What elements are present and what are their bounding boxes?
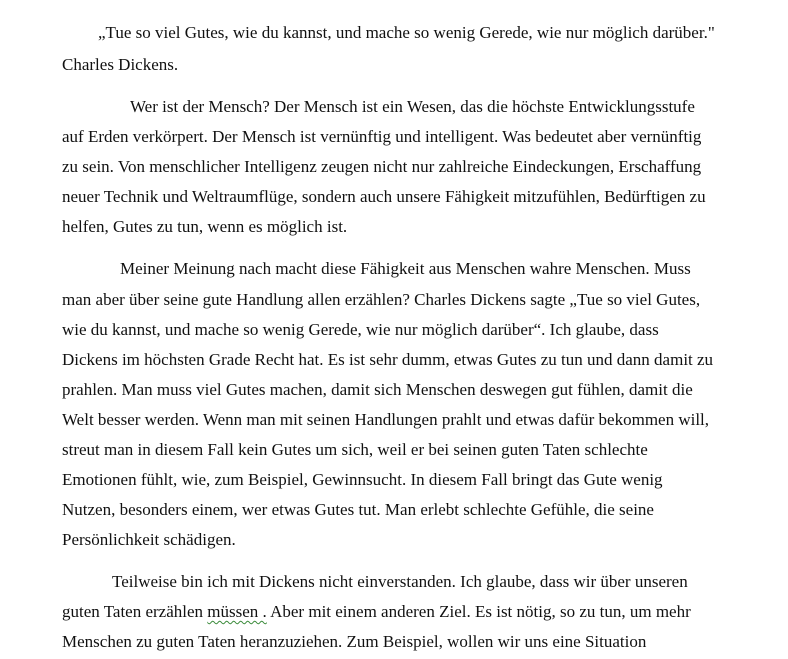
paragraph-2-line: streut man in diesem Fall kein Gutes um sich, weil er bei seinen guten Taten schlechte [62,440,648,459]
paragraph-1-line: helfen, Gutes zu tun, wenn es möglich ist. [62,217,348,236]
paragraph-3-text: guten Taten erzählen [62,602,208,621]
paragraph-1-line: neuer Technik und Weltraumflüge, sondern auch unsere Fähigkeit mitzufühlen, Bedürftigen zu [62,187,706,206]
paragraph-2-line: Emotionen fühlt, wie, zum Beispiel, Gewinnsucht. In diesem Fall bringt das Gute wenig [62,470,663,489]
paragraph-1-line: Wer ist der Mensch? Der Mensch ist ein Wesen, das die höchste Entwicklungsstufe [130,97,695,116]
epigraph-quote: „Tue so viel Gutes, wie du kannst, und mache so wenig Gerede, wie nur möglich darüber." [98,23,715,42]
paragraph-3-line [62,602,691,622]
paragraph-2-line: Welt besser werden. Wenn man mit seinen Handlungen prahlt und etwas dafür bekommen will, [62,410,710,429]
paragraph-2-line: Persönlichkeit schädigen. [62,530,236,549]
paragraph-3-line: Teilweise bin ich mit Dickens nicht einverstanden. Ich glaube, dass wir über unseren [112,572,688,591]
paragraph-1-line: zu sein. Von menschlicher Intelligenz zeugen nicht nur zahlreiche Eindeckungen, Erschaffung [62,157,702,176]
paragraph-2-line: prahlen. Man muss viel Gutes machen, damit sich Menschen deswegen gut fühlen, damit die [62,380,693,399]
paragraph-2-line: wie du kannst, und mache so wenig Gerede, wie nur möglich darüber“. Ich glaube, dass [62,320,659,339]
paragraph-3-line: Menschen zu guten Taten heranzuziehen. Zum Beispiel, wollen wir uns eine Situation [62,632,647,651]
paragraph-1-line: auf Erden verkörpert. Der Mensch ist vernünftig und intelligent. Was bedeutet aber vernünftig [62,127,702,146]
paragraph-2-line: Dickens im höchsten Grade Recht hat. Es ist sehr dumm, etwas Gutes zu tun und dann damit zu [62,350,714,369]
epigraph-author: Charles Dickens. [62,55,179,74]
paragraph-2-line: Meiner Meinung nach macht diese Fähigkeit aus Menschen wahre Menschen. Muss [120,259,691,278]
grammar-flagged-word[interactable]: müssen . [207,602,267,621]
paragraph-2-line: man aber über seine gute Handlung allen erzählen? Charles Dickens sagte „Tue so viel Gutes, [62,290,701,309]
paragraph-2-line: Nutzen, besonders einem, wer etwas Gutes tut. Man erlebt schlechte Gefühle, die seine [62,500,654,519]
paragraph-3-text: Aber mit einem anderen Ziel. Es ist nötig, so zu tun, um mehr [266,602,691,621]
